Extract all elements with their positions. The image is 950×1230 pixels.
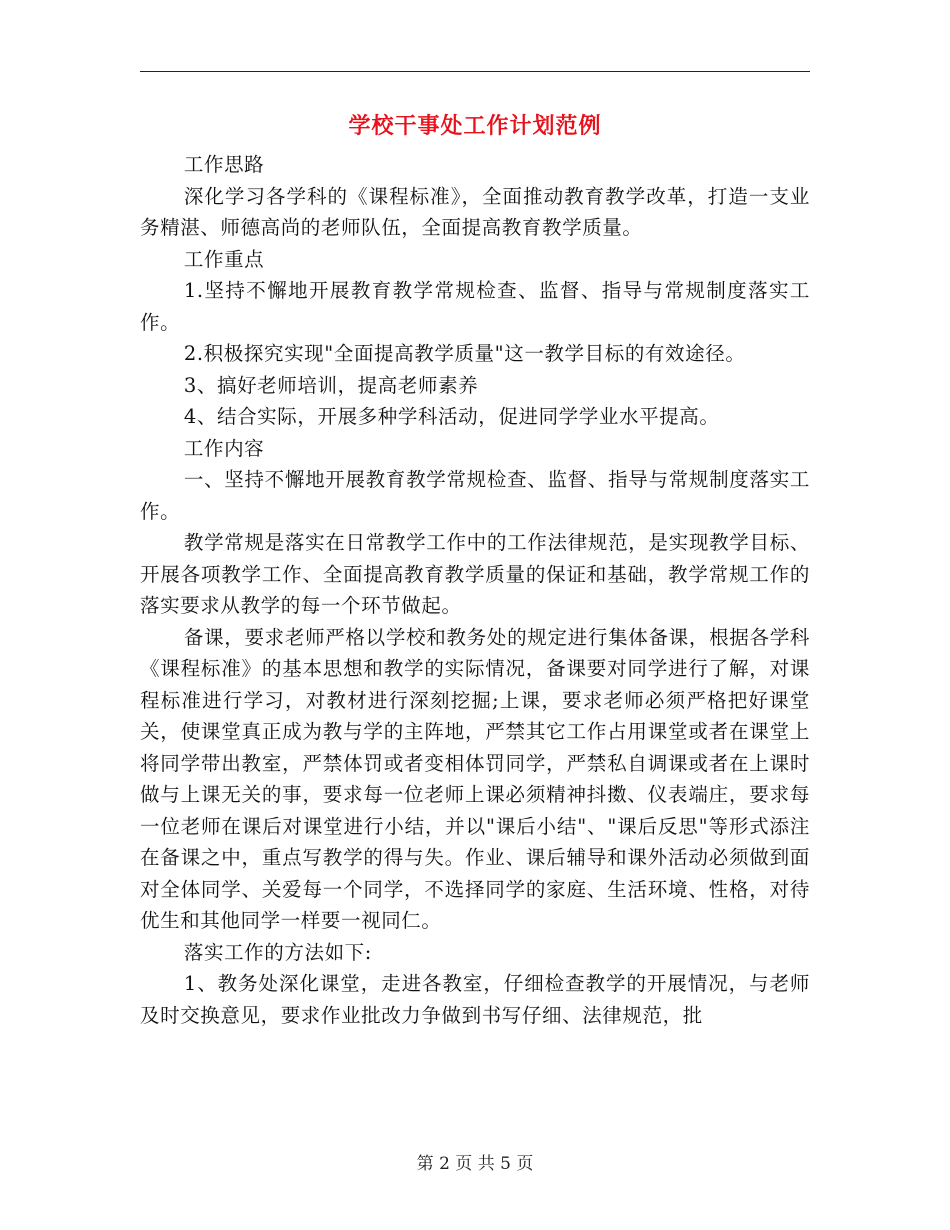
paragraph-focus-item-4: 4、结合实际，开展多种学科活动，促进同学学业水平提高。 (183, 405, 720, 428)
paragraph-method-1: 1、教务处深化课堂，走进各教室，仔细检查教学的开展情况，与老师及时交换意见，要求作业批改力争做到书写仔细、法律规范，批 (140, 972, 810, 1027)
header-rule (140, 71, 810, 72)
paragraph-approach-text: 深化学习各学科的《课程标准》，全面推动教育教学改革，打造一支业务精湛、师德高尚的老师队伍，全面提高教育教学质量。 (140, 184, 810, 239)
paragraph-focus-heading: 工作重点 (183, 247, 265, 271)
paragraph-lesson-prep: 备课，要求老师严格以学校和教务处的规定进行集体备课，根据各学科《课程标准》的基本思想和教学的实际情况，备课要对同学进行了解，对课程标准进行学习，对教材进行深刻挖掘;上课，要求老师必须严格把好课堂关，使课堂真正成为教与学的主阵地，严禁其它工作占用课堂或者在课堂上将同学带出教室，严禁体罚或者变相体罚同学，严禁私自调课或者在上课时做与上课无关的事，要求每一位老师上课必须精神抖擞、仪表端庄，要求每一位老师在课后对课堂进行小结，并以"课后小结"、"课后反思"等形式添注在备课之中，重点写教学的得与失。作业、课后辅导和课外活动必须做到面对全体同学、关爱每一个同学，不选择同学的家庭、生活环境、性格，对待优生和其他同学一样要一视同仁。 (140, 625, 810, 932)
paragraph-approach-heading: 工作思路 (183, 153, 265, 176)
paragraph-focus-item-2: 2.积极探究实现"全面提高教学质量"这一教学目标的有效途径。 (183, 342, 746, 365)
document-body (140, 149, 810, 1031)
paragraph-methods-heading: 落实工作的方法如下: (183, 940, 372, 964)
paragraph-content-section-1: 一、坚持不懈地开展教育教学常规检查、监督、指导与常规制度落实工作。 (140, 468, 810, 523)
paragraph-content-heading: 工作内容 (183, 436, 265, 460)
paragraph-routine-intro: 教学常规是落实在日常教学工作中的工作法律规范，是实现教学目标、开展各项教学工作、全面提高教育教学质量的保证和基础，教学常规工作的落实要求从教学的每一个环节做起。 (140, 531, 810, 617)
paragraph-focus-item-3: 3、搞好老师培训，提高老师素养 (183, 373, 479, 397)
document-title: 学校干事处工作计划范例 (348, 113, 602, 139)
paragraph-focus-item-1: 1.坚持不懈地开展教育教学常规检查、监督、指导与常规制度落实工作。 (140, 279, 810, 334)
page-number-footer: 第 2 页 共 5 页 (416, 1154, 534, 1174)
